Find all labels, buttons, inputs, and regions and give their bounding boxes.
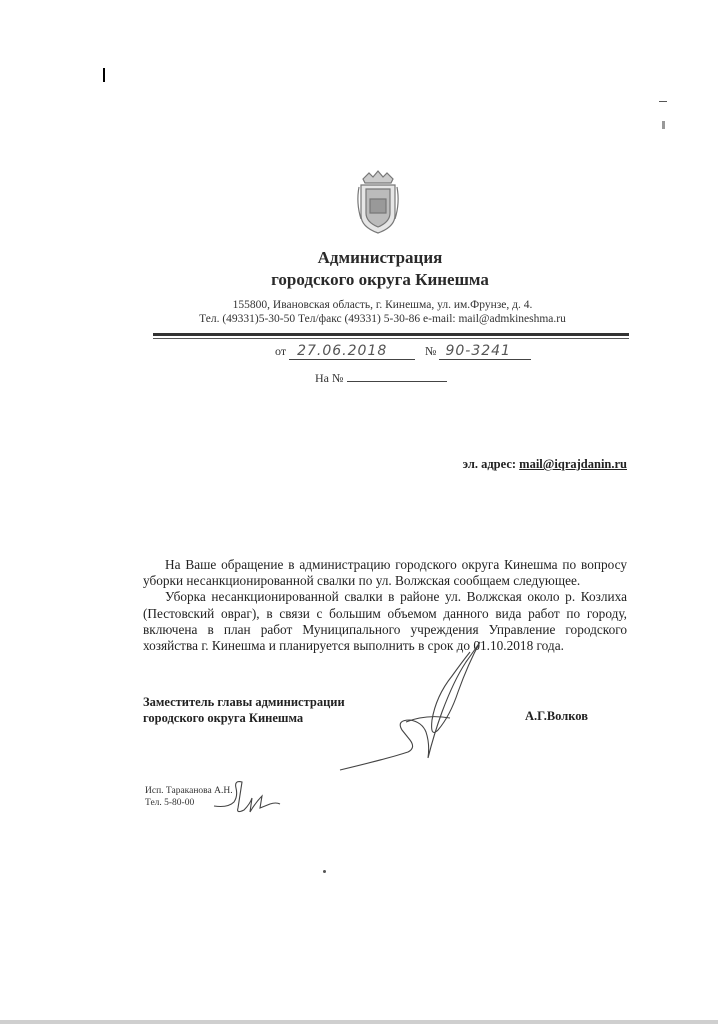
email-label: эл. адрес: bbox=[462, 457, 517, 471]
page-bottom-border bbox=[0, 1020, 718, 1024]
organization-title-line1: Администрация bbox=[317, 248, 443, 267]
body-paragraph-1: На Ваше обращение в администрацию городского округа Кинешма по вопросу уборки несанкционированной свалки по ул. Волжская сообщаем следующее. bbox=[143, 557, 627, 589]
executor-phone: Тел. 5-80-00 bbox=[145, 798, 195, 808]
executor-name: Исп. Тараканова А.Н. bbox=[145, 786, 233, 796]
text-cursor-mark bbox=[103, 68, 105, 82]
organization-title bbox=[180, 247, 580, 291]
coat-of-arms-emblem-icon bbox=[355, 169, 401, 235]
letterhead-divider-thick bbox=[153, 333, 629, 336]
reply-label: На № bbox=[315, 371, 344, 385]
scan-speck bbox=[662, 121, 665, 129]
handwritten-initials bbox=[208, 778, 283, 818]
postal-address: 155800, Ивановская область, г. Кинешма, ул. им.Фрунзе, д. 4. bbox=[232, 299, 533, 311]
body-paragraph-2: Уборка несанкционированной свалки в районе ул. Волжская около р. Козлиха (Пестовский овраг), в связи с большим объемом данного вида работ по городу, включена в план работ Муниципального учреждения Управление городского хозяйства г. Кинешма и планируется выполнить в срок до 01.10.2018 года. bbox=[143, 589, 627, 654]
number-label: № bbox=[425, 344, 437, 358]
from-label: от bbox=[275, 344, 287, 358]
handwritten-number: 90-3241 bbox=[439, 343, 531, 360]
scan-edge-mark bbox=[659, 101, 667, 102]
handwritten-date: 27.06.2018 bbox=[289, 343, 415, 360]
outgoing-number bbox=[425, 343, 531, 360]
letterhead-divider-thin bbox=[153, 338, 629, 339]
reply-blank-line bbox=[347, 371, 447, 382]
contact-line: Тел. (49331)5-30-50 Тел/факс (49331) 5-30-86 e-mail: mail@admkineshma.ru bbox=[199, 313, 566, 325]
reply-reference bbox=[315, 371, 447, 386]
organization-title-line2: городского округа Кинешма bbox=[271, 270, 489, 289]
scan-dot bbox=[323, 870, 326, 873]
signer-position bbox=[143, 694, 345, 726]
outgoing-reference bbox=[275, 343, 415, 360]
signer-position-line2: городского округа Кинешма bbox=[143, 711, 304, 725]
signer-position-line1: Заместитель главы администрации bbox=[143, 695, 345, 709]
letterhead-address-block bbox=[150, 298, 615, 326]
recipient-email bbox=[380, 457, 627, 472]
signer-name: А.Г.Волков bbox=[525, 709, 588, 723]
recipient-email-address: mail@iqrajdanin.ru bbox=[519, 457, 627, 471]
handwritten-signature bbox=[330, 640, 500, 775]
